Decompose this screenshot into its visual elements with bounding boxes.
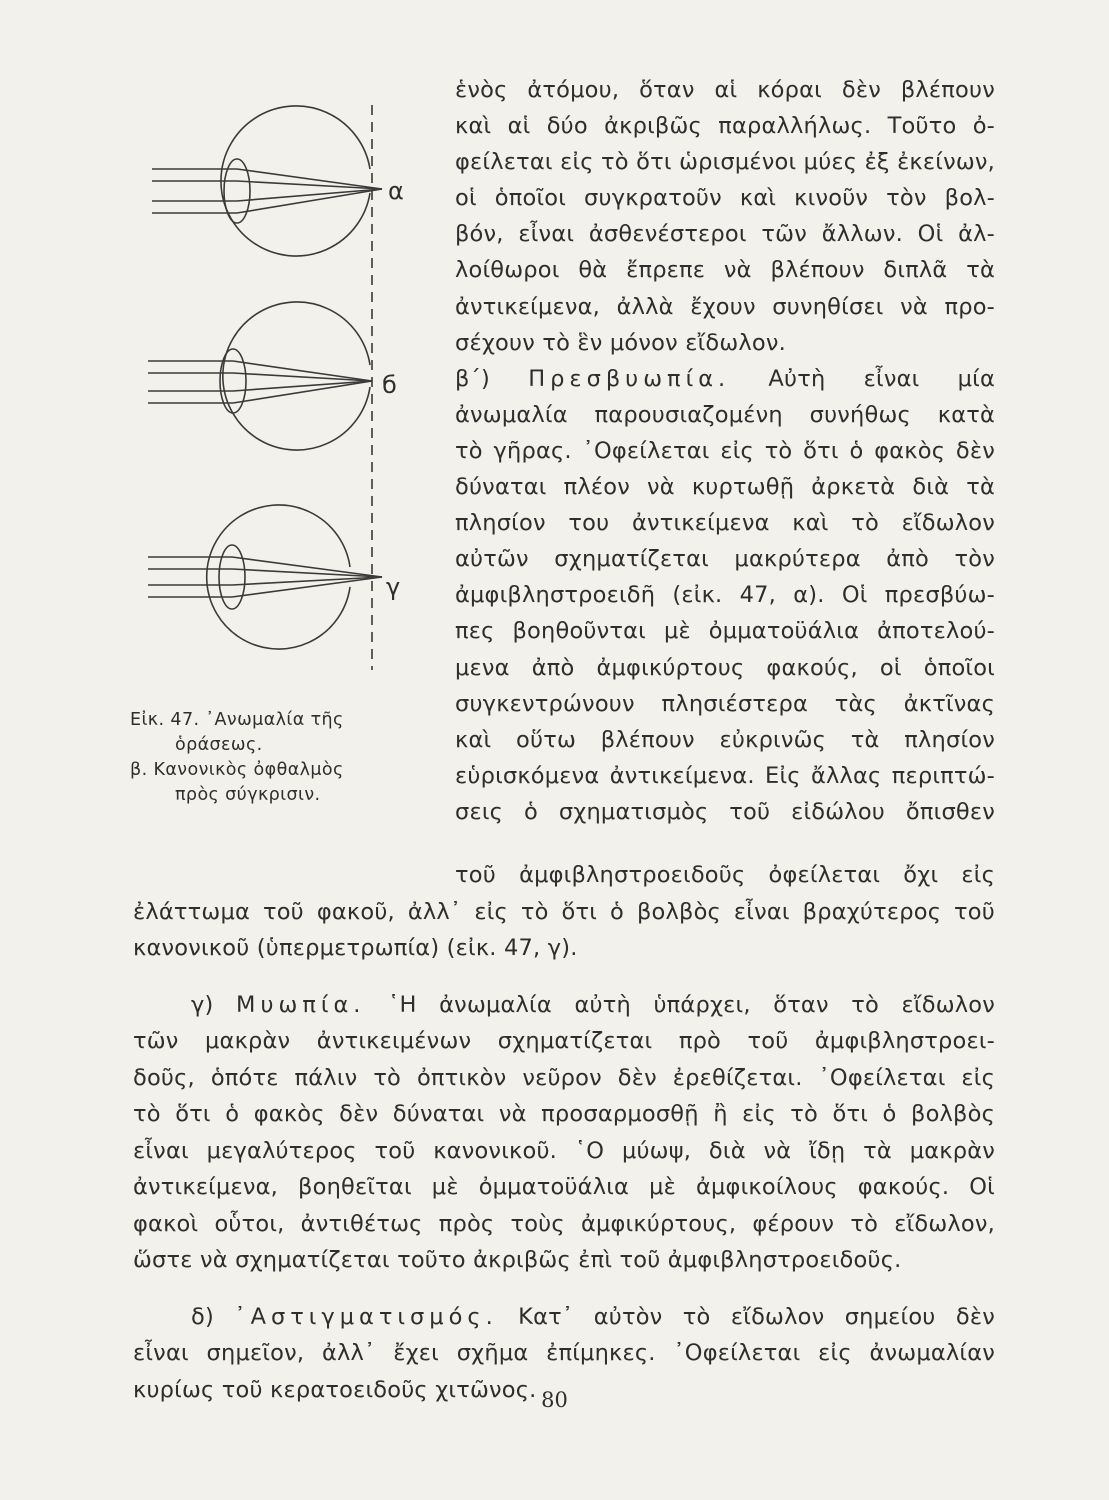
text-line: τοῦ ἀμφιβληστροειδοῦς ὀφείλεται ὄχι εἰς [455, 862, 995, 888]
text-line: εἶναι σημεῖον, ἀλλ᾿ ἔχει σχῆμα ἐπίμηκες. ᾿Οφείλεται εἰς ἀνωμαλίαν [133, 1340, 995, 1366]
text-line: ἀνωμαλία παρουσιαζομένη συνήθως κατὰ [455, 401, 995, 428]
text-line: αὐτῶν σχηματίζεται μακρύτερα ἀπὸ τὸν [455, 546, 995, 573]
eye-diagram-figure [130, 85, 430, 685]
eye-gamma [148, 505, 382, 649]
caption-line: πρὸς σύγκρισιν. [175, 785, 321, 805]
text-line: δοῦς, ὁπότε πάλιν τὸ ὀπτικὸν νεῦρον δὲν ἐρεθίζεται. ᾿Οφείλεται εἰς [133, 1064, 995, 1091]
caption-line: Εἰκ. 47. ᾿Ανωμαλία τῆς [130, 710, 344, 730]
paragraph-gap [133, 1279, 995, 1299]
figure-caption [130, 708, 415, 808]
caption-line: ὁράσεως. [175, 735, 263, 755]
text-line: ἀμφιβληστροειδῆ (εἰκ. 47, α). Οἱ πρεσβύω- [455, 582, 995, 609]
paragraph-gap [133, 967, 995, 987]
text-line: βόν, εἶναι ἀσθενέστεροι τῶν ἄλλων. Οἱ ἀλ- [455, 221, 995, 248]
text-line: σέχουν τὸ ἓν μόνον εἴδωλον. [455, 329, 786, 356]
full-width-text [133, 857, 995, 1408]
figure-label-alpha: α [388, 177, 404, 205]
text-fragment: Κατ᾿ αὐτὸν τὸ εἴδωλον σημείου δὲν [518, 1303, 996, 1330]
text-line: κυρίως τοῦ κερατοειδοῦς χιτῶνος. [133, 1376, 537, 1403]
text-line: ὥστε νὰ σχηματίζεται τοῦτο ἀκριβῶς ἐπὶ τοῦ ἀμφιβληστροειδοῦς. [133, 1247, 902, 1273]
text-line: εἶναι μεγαλύτερος τοῦ κανονικοῦ. ῾Ο μύωψ, διὰ νὰ ἴδῃ τὰ μακρὰν [133, 1137, 995, 1164]
text-line: ἐλάττωμα τοῦ φακοῦ, ἀλλ᾿ εἰς τὸ ὅτι ὁ βολβὸς εἶναι βραχύτερος τοῦ [133, 898, 995, 925]
text-line: σεις ὁ σχηματισμὸς τοῦ εἰδώλου ὄπισθεν [455, 798, 995, 825]
text-line: καὶ οὕτω βλέπουν εὐκρινῶς τὰ πλησίον [455, 726, 995, 753]
page-number: 80 [541, 1388, 568, 1412]
myopia-heading-line [133, 987, 995, 1024]
text-line: καὶ αἱ δύο ἀκριβῶς παραλλήλως. Τοῦτο ὀ- [455, 113, 995, 140]
text-fragment: ῾Η ἀνωμαλία αὐτὴ ὑπάρχει, ὅταν τὸ εἴδωλον [388, 991, 995, 1018]
text-line: δύναται πλέον νὰ κυρτωθῇ ἀρκετὰ διὰ τὰ [455, 474, 995, 501]
text-line: οἱ ὁποῖοι συγκρατοῦν καὶ κινοῦν τὸν βολ- [455, 185, 995, 212]
section-label-beta: β΄) [455, 365, 529, 392]
text-line: ἀντικείμενα, ἀλλὰ ἔχουν συνηθίσει νὰ προ- [455, 293, 995, 320]
astigmatism-heading-line [133, 1299, 995, 1336]
text-fragment: Αὐτὴ εἶναι μία [768, 365, 996, 392]
text-line: τὸ γῆρας. ᾿Οφείλεται εἰς τὸ ὅτι ὁ φακὸς δὲν [455, 437, 995, 464]
caption-line: β. Κανονικὸς ὀφθαλμὸς [130, 760, 344, 780]
text-line: πλησίον του ἀντικείμενα καὶ τὸ εἴδωλον [455, 510, 995, 537]
presbyopia-heading-line [455, 361, 995, 397]
text-line: πες βοηθοῦνται μὲ ὀμματοϋάλια ἀποτελού- [455, 618, 995, 645]
text-line: εὑρισκόμενα ἀντικείμενα. Εἰς ἄλλας περιπτώ- [455, 762, 995, 789]
section-term-astigmatism: ᾿Αστιγματισμός. [234, 1303, 498, 1330]
text-line: συγκεντρώνουν πλησιέστερα τὰς ἀκτῖνας [455, 690, 995, 717]
section-term-presbyopia: Πρεσβυωπία. [528, 365, 731, 392]
section-term-myopia: Μυωπία. [236, 991, 366, 1018]
right-column-text [455, 72, 995, 830]
text-line: φακοὶ οὗτοι, ἀντιθέτως πρὸς τοὺς ἀμφικύρτους, φέρουν τὸ εἴδωλον, [133, 1210, 995, 1237]
eye-diagrams-svg [130, 85, 430, 685]
eye-alpha [152, 106, 382, 256]
text-line: λοίθωροι θὰ ἔπρεπε νὰ βλέπουν διπλᾶ τὰ [455, 257, 995, 284]
eye-beta [148, 302, 372, 450]
figure-label-gamma: γ [386, 573, 401, 601]
text-line: ἑνὸς ἀτόμου, ὅταν αἱ κόραι δὲν βλέπουν [455, 77, 995, 103]
section-label-gamma: γ) [191, 991, 237, 1018]
text-line: μενα ἀπὸ ἀμφικύρτους φακούς, οἱ ὁποῖοι [455, 654, 995, 681]
text-line: φείλεται εἰς τὸ ὅτι ὡρισμένοι μύες ἐξ ἐκείνων, [455, 149, 995, 176]
eye-gamma-lens [219, 545, 245, 609]
text-line: τὸ ὅτι ὁ φακὸς δὲν δύναται νὰ προσαρμοσθῇ ἢ εἰς τὸ ὅτι ὁ βολβὸς [133, 1101, 995, 1127]
eye-gamma-globe [207, 505, 350, 649]
text-line: κανονικοῦ (ὑπερμετρωπία) (εἰκ. 47, γ). [133, 935, 578, 961]
text-line: ἀντικείμενα, βοηθεῖται μὲ ὀμματοϋάλια μὲ ἀμφικοίλους φακούς. Οἱ [133, 1174, 995, 1200]
text-line: τῶν μακρὰν ἀντικειμένων σχηματίζεται πρὸ τοῦ ἀμφιβληστροει- [133, 1028, 995, 1054]
figure-label-beta: б [382, 371, 397, 399]
section-label-delta: δ) [191, 1303, 235, 1330]
